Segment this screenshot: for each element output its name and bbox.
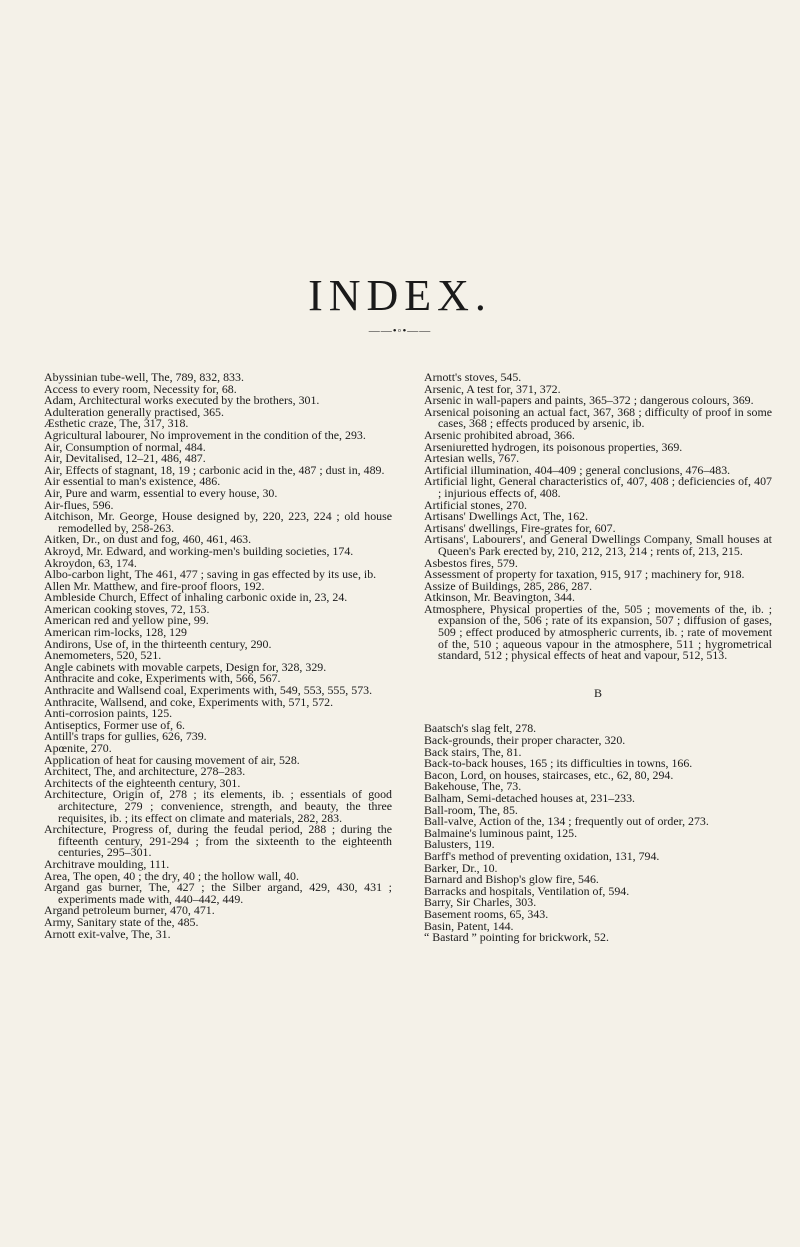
index-entry: Adam, Architectural works executed by the brothers, 301.	[44, 393, 320, 408]
index-entry: Air essential to man's existence, 486.	[44, 474, 221, 489]
index-entry: Arnott's stoves, 545.	[424, 370, 522, 384]
index-entry: Air, Consumption of normal, 484.	[44, 439, 206, 454]
index-entry: Army, Sanitary state of the, 485.	[44, 914, 199, 929]
index-entry: Arsenic, A test for, 371, 372.	[424, 381, 561, 396]
index-entry: American rim-locks, 128, 129	[44, 625, 187, 640]
index-entry: Basin, Patent, 144.	[424, 918, 514, 933]
page-title: INDEX.	[308, 271, 492, 320]
index-entry: Angle cabinets with movable carpets, Design for, 328, 329.	[44, 659, 327, 674]
index-entry: Architect, The, and architecture, 278–283.	[44, 764, 246, 779]
index-entry: Anti-corrosion paints, 125.	[44, 706, 173, 721]
index-entry: Barnard and Bishop's glow fire, 546.	[424, 872, 599, 887]
index-entry: Application of heat for causing movement of air, 528.	[44, 752, 300, 767]
index-entry: American red and yellow pine, 99.	[44, 613, 209, 628]
index-entry: Adulteration generally practised, 365.	[44, 404, 224, 419]
index-entry: Antiseptics, Former use of, 6.	[44, 717, 186, 732]
section-heading-b: B	[593, 685, 602, 700]
index-entry: Assize of Buildings, 285, 286, 287.	[424, 578, 593, 593]
left-column	[44, 372, 392, 940]
index-entry: Argand gas burner, The, 427 ; the Silber argand, 429, 430, 431 ; experiments made with, 440–442, 449.	[44, 880, 392, 906]
index-entry: Ball-valve, Action of the, 134 ; frequently out of order, 273.	[424, 814, 709, 829]
index-entry: Argand petroleum burner, 470, 471.	[44, 903, 215, 918]
index-entry: Architecture, Progress of, during the feudal period, 288 ; during the fifteenth century, 291-294 ; from the sixteenth to the eighteenth centuries, 295–301.	[44, 822, 392, 860]
index-entry: Atmosphere, Physical properties of the, 505 ; movements of the, ib. ; expansion of the, 506 ; rate of its expansion, 507 ; diffusion of gases, 509 ; effect produced by atmospheric currents, ib. ; rate of movement of the, 510 ; aqueous vapour in the atmosphere, 511 ; hygrometrical standard, 512 ; physical effects of heat and vapour, 512, 513.	[424, 601, 772, 663]
index-entry: Assessment of property for taxation, 915, 917 ; machinery for, 918.	[424, 567, 745, 582]
index-entry: Balham, Semi-detached houses at, 231–233.	[424, 791, 636, 805]
index-entry: Barracks and hospitals, Ventilation of, 594.	[424, 883, 630, 898]
index-entry: Air, Pure and warm, essential to every house, 30.	[44, 485, 278, 500]
index-entry: Artesian wells, 767.	[424, 451, 520, 466]
index-entry: Andirons, Use of, in the thirteenth century, 290.	[44, 636, 272, 651]
index-entry: Albo-carbon light, The 461, 477 ; saving in gas effected by its use, ib.	[44, 567, 377, 582]
index-entry: Back-to-back houses, 165 ; its difficulties in towns, 166.	[424, 756, 693, 771]
index-entry: Æsthetic craze, The, 317, 318.	[44, 416, 189, 431]
index-entry: Architects of the eighteenth century, 301.	[44, 775, 241, 790]
index-entry: Access to every room, Necessity for, 68.	[44, 381, 237, 396]
index-entry: Antill's traps for gullies, 626, 739.	[44, 729, 207, 744]
index-entry: Arsenic in wall-papers and paints, 365–372 ; dangerous colours, 369.	[424, 393, 754, 408]
title-ornament: ——•◦•——	[368, 325, 432, 337]
index-entry: Anthracite and Wallsend coal, Experiments with, 549, 553, 555, 573.	[44, 683, 373, 698]
index-entry: Agricultural labourer, No improvement in the condition of the, 293.	[44, 427, 366, 442]
index-entry: Akroydon, 63, 174.	[44, 555, 137, 570]
index-entry: Anthracite, Wallsend, and coke, Experiments with, 571, 572.	[44, 694, 334, 709]
index-entry: Ambleside Church, Effect of inhaling carbonic oxide in, 23, 24.	[44, 590, 348, 605]
index-entry: “ Bastard ” pointing for brickwork, 52.	[424, 930, 609, 945]
index-entry: Apœnite, 270.	[44, 741, 112, 755]
index-entry: Air, Effects of stagnant, 18, 19 ; carbonic acid in the, 487 ; dust in, 489.	[44, 462, 385, 477]
index-entry: Balmaine's luminous paint, 125.	[424, 825, 578, 840]
index-entry: Barry, Sir Charles, 303.	[424, 895, 537, 910]
index-entry: Arseniuretted hydrogen, its poisonous properties, 369.	[424, 439, 683, 454]
index-entry: Akroyd, Mr. Edward, and working-men's building societies, 174.	[44, 543, 354, 558]
index-entry: Aitchison, Mr. George, House designed by, 220, 223, 224 ; old house remodelled by, 258-263.	[44, 509, 392, 535]
index-entry: Artificial stones, 270.	[424, 497, 528, 512]
index-entry: Basement rooms, 65, 343.	[424, 906, 549, 921]
index-entry: Barff's method of preventing oxidation, 131, 794.	[424, 848, 660, 863]
index-entry: Artisans' Dwellings Act, The, 162.	[424, 509, 589, 524]
index-entry: Ball-room, The, 85.	[424, 802, 518, 817]
index-entry: Air-flues, 596.	[44, 497, 114, 512]
index-entry: Arsenic prohibited abroad, 366.	[424, 427, 575, 442]
index-entry: Arsenical poisoning an actual fact, 367, 368 ; difficulty of proof in some cases, 368 ; effects produced by arsenic, ib.	[424, 404, 772, 431]
index-entry: Aitken, Dr., on dust and fog, 460, 461, 463.	[44, 532, 252, 547]
index-entry: Atkinson, Mr. Beavington, 344.	[424, 590, 575, 605]
index-entry: Balusters, 119.	[424, 837, 495, 852]
index-entry: Barker, Dr., 10.	[424, 860, 498, 875]
index-entry: American cooking stoves, 72, 153.	[44, 601, 210, 616]
index-entry: Artificial illumination, 404–409 ; general conclusions, 476–483.	[424, 462, 731, 477]
index-entry: Artisans', Labourers', and General Dwellings Company, Small houses at Queen's Park erected by, 210, 212, 213, 214 ; rents of, 213, 215.	[424, 532, 772, 558]
right-column	[424, 372, 772, 944]
index-entry: Arnott exit-valve, The, 31.	[44, 926, 171, 941]
index-entry: Bakehouse, The, 73.	[424, 779, 522, 794]
index-entry: Asbestos fires, 579.	[424, 555, 518, 570]
index-entry: Back-grounds, their proper character, 320.	[424, 733, 626, 748]
index-entry: Bacon, Lord, on houses, staircases, etc., 62, 80, 294.	[424, 767, 674, 782]
index-entry: Architecture, Origin of, 278 ; its elements, ib. ; essentials of good architecture, 279 ; convenience, strength, and beauty, the three requisites, ib. ; its effect on climate and materials, 282, 283.	[44, 787, 392, 825]
index-entry: Back stairs, The, 81.	[424, 744, 522, 759]
index-entry: Artificial light, General characteristics of, 407, 408 ; deficiencies of, 407 ; injurious effects of, 408.	[424, 474, 772, 500]
index-entry: Architrave moulding, 111.	[44, 856, 170, 871]
index-entry: Air, Devitalised, 12–21, 486, 487.	[44, 451, 206, 466]
index-entry: Abyssinian tube-well, The, 789, 832, 833.	[44, 370, 244, 384]
index-entry: Anthracite and coke, Experiments with, 566, 567.	[44, 671, 281, 686]
index-entry: Baatsch's slag felt, 278.	[424, 721, 537, 736]
index-entry: Anemometers, 520, 521.	[44, 648, 162, 663]
index-entry: Area, The open, 40 ; the dry, 40 ; the hollow wall, 40.	[44, 868, 299, 883]
index-entry: Allen Mr. Matthew, and fire-proof floors, 192.	[44, 578, 265, 593]
index-entry: Artisans' dwellings, Fire-grates for, 607.	[424, 520, 616, 535]
